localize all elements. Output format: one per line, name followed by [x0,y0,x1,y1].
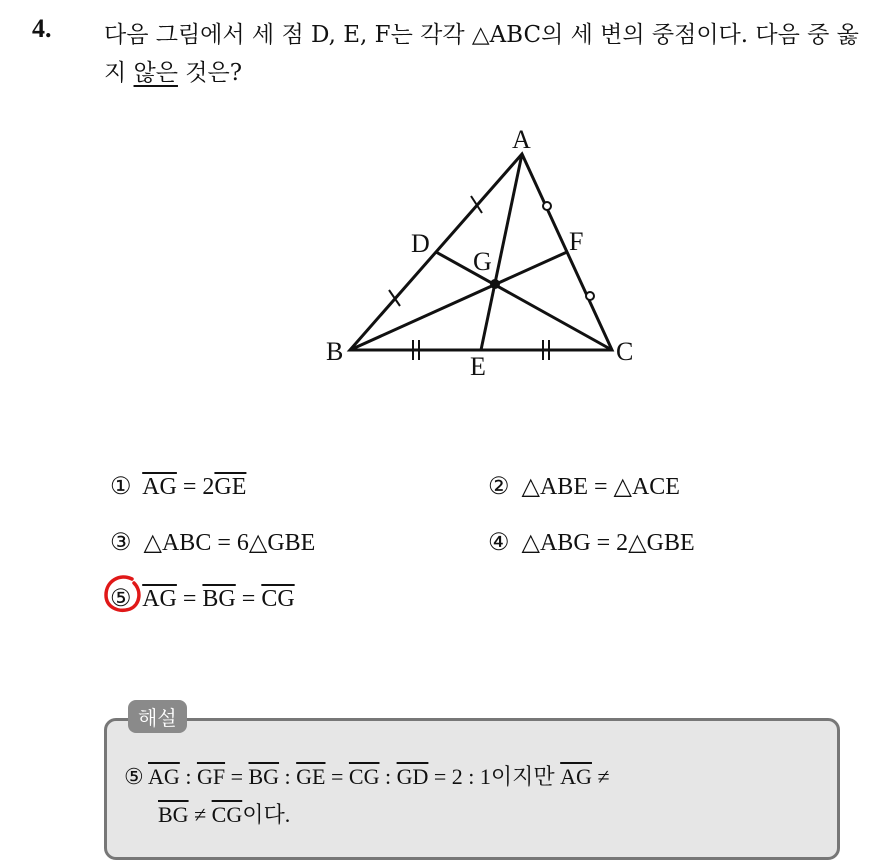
circle-mark-af [543,202,551,210]
explanation-tag: 해설 [128,700,187,733]
label-f: F [569,227,584,256]
label-g: G [473,247,492,276]
centroid-g-dot [490,279,500,289]
label-e: E [470,352,486,381]
label-c: C [616,337,634,366]
explanation-line-2: $\overline{BG} \ne \overline{CG}$이다. [158,802,291,827]
question-underlined-word: 않은 [133,60,178,86]
option-2[interactable]: ② △ABE = △ACE [488,474,680,500]
explanation-line-1: ⑤ $\overline{AG}$ : $\overline{GF} = \overline{BG}$ : $\overline{GE} = \overline{CG}$ : $\overline{GD} = 2$ : 1이지만 $\overline{AG}$ ≠ [124,764,610,789]
median-bf [350,252,567,350]
option-1[interactable]: ① $\overline{AG} = 2\overline{GE}$ [110,474,247,500]
question-text-part2: 것은? [177,60,243,86]
option-5[interactable]: ⑤ $\overline{AG} = \overline{BG} = \overline{CG}$ [110,586,295,612]
triangle-figure [0,0,884,420]
answer-circle-mark [102,573,144,615]
circle-mark-fc [586,292,594,300]
option-4[interactable]: ④ △ABG = 2△GBE [488,530,695,556]
label-d: D [411,229,430,258]
label-a: A [512,125,531,154]
question-number: 4. [32,14,52,43]
label-b: B [326,337,344,366]
option-3[interactable]: ③ △ABC = 6△GBE [110,530,316,556]
median-cd [436,252,612,350]
question-text-part1: 다음 그림에서 세 점 D, E, F는 각각 △ABC의 세 변의 중점이다. 다음 중 옳지 [104,22,859,86]
